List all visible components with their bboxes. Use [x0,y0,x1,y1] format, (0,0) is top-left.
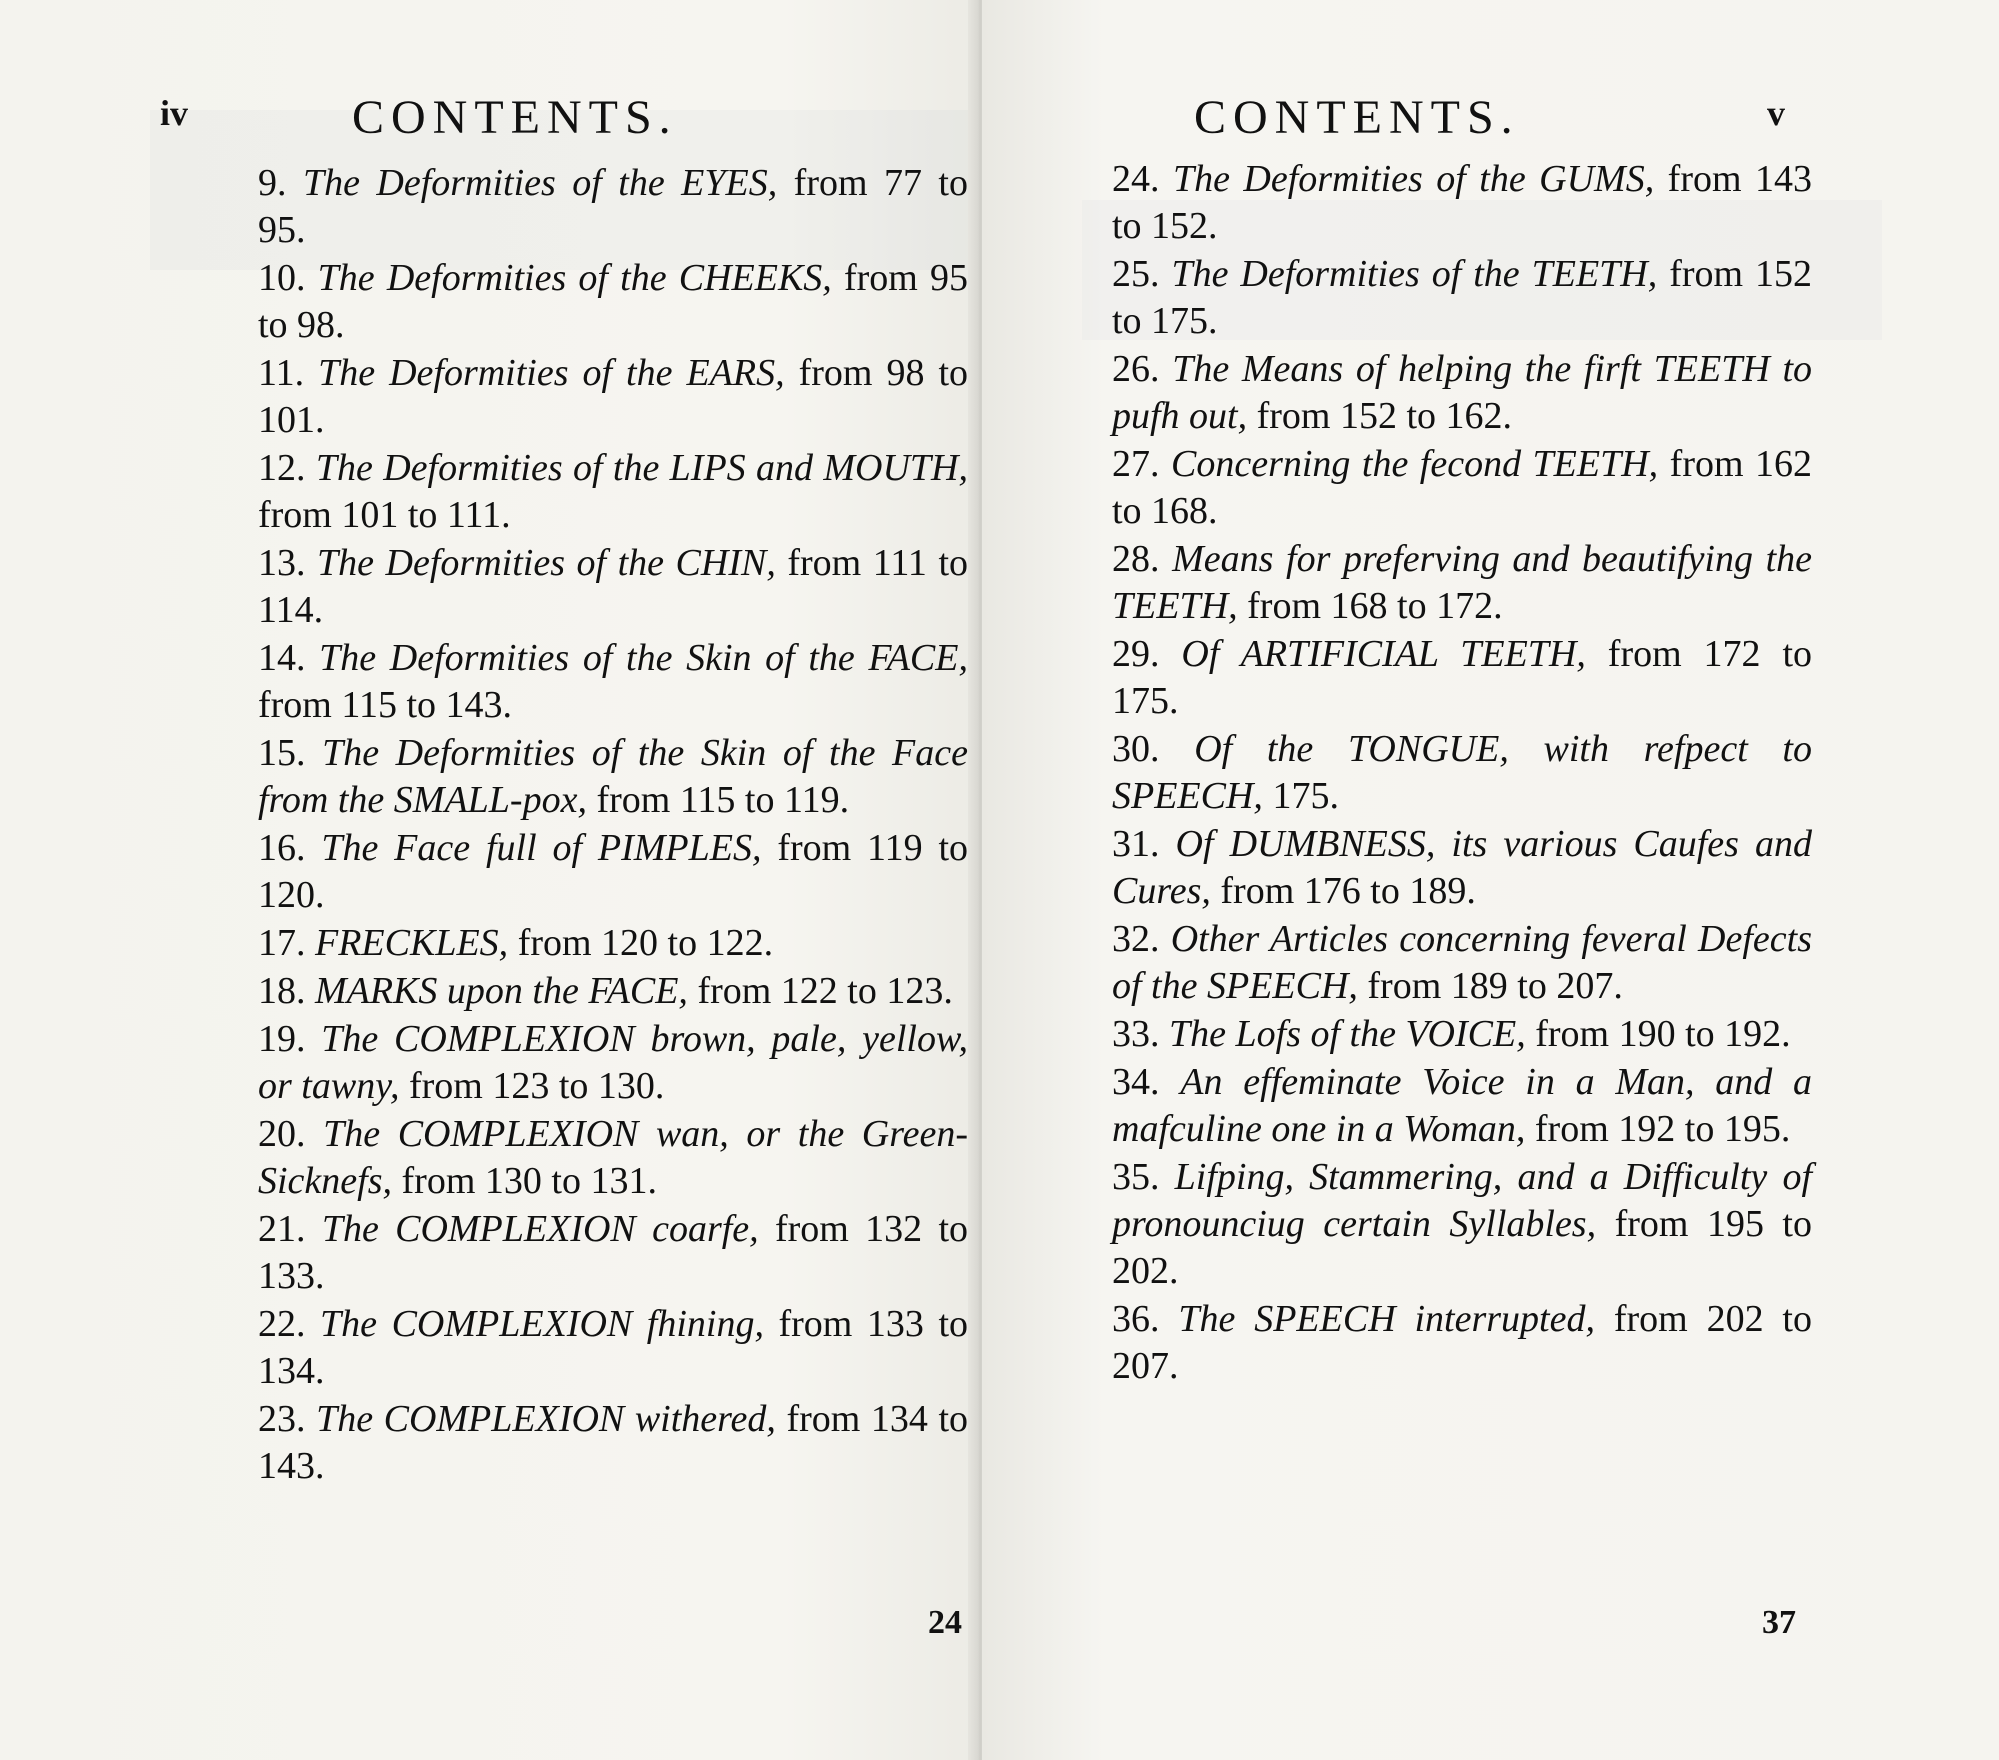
entry-title: Lifping, Stammering, and a Difficulty of pronounciug certain Syllables, [1112,1156,1813,1245]
entry-number: 12. [258,447,306,489]
contents-entry [1112,631,1812,725]
entry-pages: from 195 to 202. [1112,1203,1812,1292]
entry-pages: from 111 to 114. [258,542,969,631]
entry-pages: from 152 to 162. [1256,395,1513,437]
contents-entry [1112,916,1812,1010]
entry-title: The COMPLEXION withered, [316,1398,776,1440]
contents-entry [1112,156,1812,250]
entry-title: MARKS upon the FACE, [315,970,688,1012]
contents-entry [1112,821,1812,915]
entry-number: 19. [258,1018,306,1060]
contents-entry [1112,251,1812,345]
entry-title: The SPEECH interrupted, [1178,1298,1595,1340]
entry-number: 35. [1112,1156,1160,1198]
entry-title: The Deformities of the LIPS and MOUTH, [315,447,968,489]
contents-entry [258,1111,968,1205]
entry-title: The Deformities of the EARS, [318,352,785,394]
entry-number: 9. [258,162,287,204]
contents-entry [258,1396,968,1490]
entry-pages: from 190 to 192. [1535,1013,1791,1055]
entry-title: The Face full of PIMPLES, [321,827,762,869]
entry-pages: from 130 to 131. [401,1160,657,1202]
entry-title: The Lofs of the VOICE, [1169,1013,1526,1055]
entry-title: The Deformities of the EYES, [302,162,778,204]
contents-entry [258,540,968,634]
entry-title: The Means of helping the firft TEETH to pufh out, [1112,348,1813,437]
entry-number: 28. [1112,538,1160,580]
entry-number: 18. [258,970,306,1012]
running-head: CONTENTS. [352,91,678,144]
entry-title: Of the TONGUE, with refpect to SPEECH, [1112,728,1812,817]
entry-title: Of ARTIFICIAL TEETH, [1181,633,1586,675]
entry-number: 26. [1112,348,1160,390]
entry-number: 34. [1112,1061,1160,1103]
entry-pages: from 115 to 119. [596,779,850,821]
entry-pages: from 95 to 98. [258,257,969,346]
page-number: iv [160,93,189,133]
entry-pages: from 123 to 130. [408,1065,665,1107]
entry-pages: from 143 to 152. [1112,158,1812,247]
entry-number: 30. [1112,728,1160,770]
entry-pages: from 120 to 122. [517,922,774,964]
contents-entry [1112,346,1812,440]
entry-pages: from 101 to 111. [258,494,511,536]
entry-number: 13. [258,542,306,584]
entry-title: An effeminate Voice in a Man, and a mafculine one in a Woman, [1112,1061,1812,1150]
entry-number: 32. [1112,918,1160,960]
contents-entry [1112,441,1812,535]
right-page [982,0,1999,1760]
entry-title: The COMPLEXION coarfe, [321,1208,759,1250]
contents-entry [258,255,968,349]
contents-entry [258,1301,968,1395]
entry-pages: from 133 to 134. [258,1303,969,1392]
entry-pages: from 98 to 101. [258,352,969,441]
contents-list [258,160,968,1491]
entry-title: The COMPLEXION brown, pale, yellow, or tawny, [258,1018,968,1107]
entry-number: 22. [258,1303,306,1345]
entry-number: 31. [1112,823,1160,865]
entry-pages: from 168 to 172. [1247,585,1503,627]
entry-number: 21. [258,1208,306,1250]
entry-title: The Deformities of the GUMS, [1172,158,1655,200]
entry-pages: from 134 to 143. [258,1398,969,1487]
entry-number: 36. [1112,1298,1160,1340]
contents-entry [258,1016,968,1110]
entry-title: The Deformities of the CHIN, [317,542,776,584]
entry-pages: from 132 to 133. [258,1208,969,1297]
contents-entry [258,1206,968,1300]
contents-entry [1112,1296,1812,1390]
contents-entry [258,350,968,444]
entry-number: 23. [258,1398,306,1440]
entry-pages: from 192 to 195. [1534,1108,1791,1150]
contents-entry [258,825,968,919]
entry-title: The Deformities of the CHEEKS, [317,257,832,299]
entry-number: 24. [1112,158,1160,200]
entry-title: FRECKLES, [315,922,509,964]
entry-number: 27. [1112,443,1160,485]
entry-number: 29. [1112,633,1160,675]
contents-list [1112,156,1812,1391]
entry-pages: from 119 to 120. [258,827,969,916]
entry-number: 20. [258,1113,306,1155]
entry-title: Concerning the fecond TEETH, [1170,443,1659,485]
left-page [0,0,978,1760]
entry-pages: from 189 to 207. [1367,965,1623,1007]
entry-pages: from 152 to 175. [1112,253,1813,342]
contents-entry [1112,536,1812,630]
entry-pages: from 176 to 189. [1220,870,1476,912]
contents-entry [1112,1154,1812,1295]
entry-pages: from 77 to 95. [258,162,968,251]
entry-title: The Deformities of the TEETH, [1171,253,1658,295]
page-number: v [1767,93,1785,133]
entry-title: The COMPLEXION wan, or the Green-Sicknefs, [258,1113,969,1202]
contents-entry [1112,1011,1812,1058]
entry-title: The Deformities of the Skin of the FACE, [319,637,968,679]
contents-entry [258,160,968,254]
entry-number: 16. [258,827,306,869]
entry-number: 25. [1112,253,1160,295]
contents-entry [258,968,968,1015]
entry-pages: from 122 to 123. [697,970,953,1012]
entry-number: 10. [258,257,306,299]
contents-entry [258,730,968,824]
entry-number: 14. [258,637,306,679]
contents-entry [1112,1059,1812,1153]
contents-entry [258,445,968,539]
running-head: CONTENTS. [1194,91,1520,144]
entry-title: The COMPLEXION fhining, [320,1303,764,1345]
entry-number: 11. [258,352,305,394]
entry-pages: 175. [1272,775,1339,817]
entry-number: 15. [258,732,306,774]
entry-number: 17. [258,922,306,964]
entry-title: The Deformities of the Skin of the Face from the SMALL-pox, [258,732,968,821]
entry-pages: from 172 to 175. [1112,633,1813,722]
contents-entry [258,920,968,967]
entry-pages: from 202 to 207. [1112,1298,1812,1387]
contents-entry [258,635,968,729]
entry-title: Other Articles concerning feveral Defects of the SPEECH, [1112,918,1812,1007]
entry-title: Of DUMBNESS, its various Caufes and Cures, [1112,823,1812,912]
catchword: 37 [1762,1604,1796,1641]
entry-pages: from 115 to 143. [258,684,513,726]
contents-entry [1112,726,1812,820]
entry-title: Means for preferving and beautifying the TEETH, [1112,538,1813,627]
catchword: 24 [928,1604,962,1641]
entry-pages: from 162 to 168. [1112,443,1813,532]
entry-number: 33. [1112,1013,1160,1055]
